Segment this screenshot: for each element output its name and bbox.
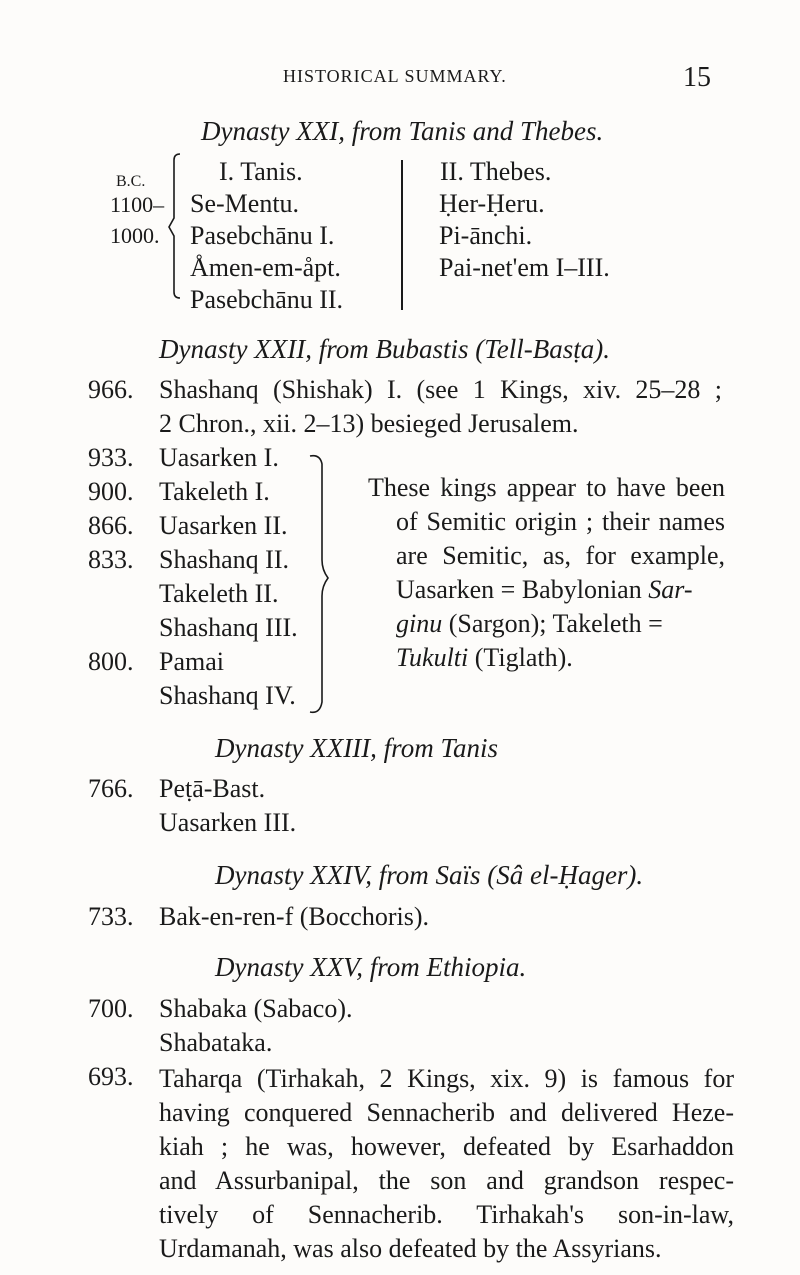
year-label: 933. — [88, 443, 134, 472]
range-start: 1100– — [110, 192, 165, 217]
range-end: 1000. — [110, 223, 160, 248]
king-name: Uasarken III. — [159, 808, 297, 837]
king-name: Pamai — [159, 647, 224, 676]
king-name: Uasarken I. — [159, 443, 279, 472]
bc-label: B.C. — [116, 173, 146, 190]
thebes-king: Pai-net'em I–III. — [439, 253, 610, 282]
year-label: 900. — [88, 477, 134, 506]
year-label: 693. — [88, 1062, 134, 1091]
dynasty-22-brace — [306, 452, 340, 718]
year-label: 966. — [88, 375, 134, 404]
tanis-king: Åmen-em-åpt. — [190, 253, 341, 282]
semitic-origin-note: These kings appear to have been of Semitic origin ; their names are Semitic, as, for example, Uasarken = Babylonian Sar- ginu (Sargon); Takeleth = Tukulti (Tiglath). — [368, 473, 725, 672]
year-label: 833. — [88, 545, 134, 574]
tanis-heading: I. Tanis. — [219, 157, 303, 186]
king-name: Peṭā-Bast. — [159, 774, 266, 803]
tanis-king: Pasebchānu II. — [190, 285, 344, 314]
year-label: 766. — [88, 774, 134, 803]
dynasty-22-title: Dynasty XXII, from Bubastis (Tell-Basṭa). — [159, 334, 610, 364]
king-name: Bak-en-ren-f (Bocchoris). — [159, 902, 429, 931]
king-name: Shabaka (Sabaco). — [159, 994, 353, 1023]
king-name: Shashanq III. — [159, 613, 298, 642]
thebes-king: Ḥer-Ḥeru. — [439, 189, 545, 218]
year-label: 866. — [88, 511, 134, 540]
entry-text: 2 Chron., xii. 2–13) besieged Jerusalem. — [159, 409, 579, 438]
king-name: Takeleth II. — [159, 579, 279, 608]
king-name: Shabataka. — [159, 1028, 273, 1057]
page-number: 15 — [683, 62, 711, 93]
year-label: 733. — [88, 902, 134, 931]
dynasty-21-brace — [168, 152, 188, 302]
king-name: Takeleth I. — [159, 477, 270, 506]
king-name: Shashanq IV. — [159, 681, 296, 710]
thebes-heading: II. Thebes. — [440, 157, 552, 186]
entry-text: Shashanq (Shishak) I. (see 1 Kings, xiv. 25–28 ; — [159, 375, 722, 404]
tanis-king: Pasebchānu I. — [190, 221, 335, 250]
running-title: HISTORICAL SUMMARY. — [283, 66, 507, 86]
king-name: Uasarken II. — [159, 511, 288, 540]
dynasty-23-title: Dynasty XXIII, from Tanis — [215, 733, 498, 763]
year-label: 800. — [88, 647, 134, 676]
taharqa-paragraph: Taharqa (Tirhakah, 2 Kings, xix. 9) is famous for having conquered Sennacherib and delivered Heze- kiah ; he was, however, defeated by Esarhaddon and Assurbanipal, the son and grandson respec- tively of Sennacherib. Tirhakah's son-in-law, Urdamanah, was also defeated by the Assyrians. — [159, 1064, 734, 1263]
dynasty-25-title: Dynasty XXV, from Ethiopia. — [215, 952, 527, 982]
dynasty-24-title: Dynasty XXIV, from Saïs (Sâ el-Ḥager). — [215, 860, 644, 890]
dynasty-21-title: Dynasty XXI, from Tanis and Thebes. — [201, 116, 604, 146]
tanis-king: Se-Mentu. — [190, 189, 300, 218]
king-name: Shashanq II. — [159, 545, 289, 574]
column-divider — [401, 160, 403, 310]
year-label: 700. — [88, 994, 134, 1023]
thebes-king: Pi-ānchi. — [439, 221, 533, 250]
